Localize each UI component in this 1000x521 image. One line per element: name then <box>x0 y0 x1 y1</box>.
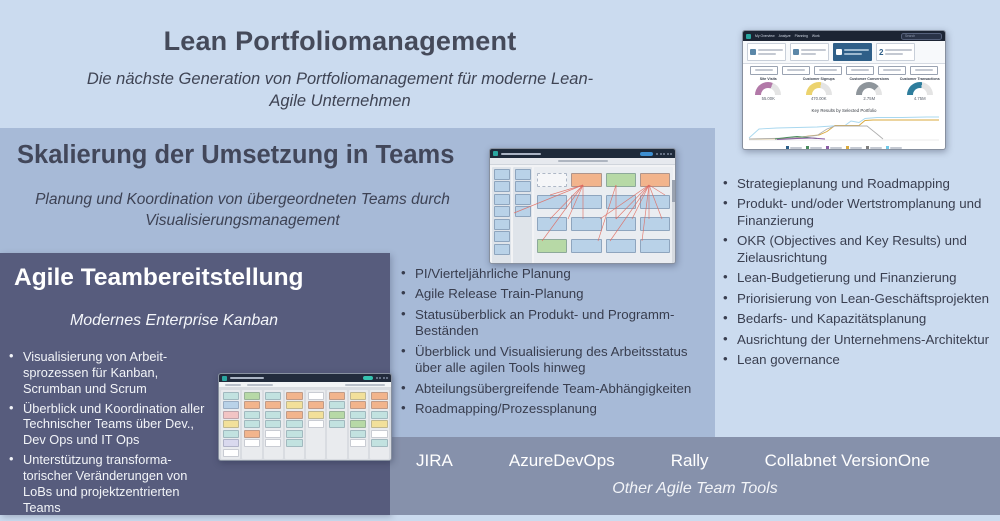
board-title-bar <box>501 153 541 155</box>
gauge-value: 2.75M <box>863 96 876 101</box>
team-kanban-screenshot <box>218 373 392 461</box>
list-item: • Visualisierung von Arbeit-sprozessen für Kanban, Scrumban und Scrum <box>8 349 210 397</box>
dashboard-tab-active <box>833 43 872 61</box>
filter-pill <box>910 66 938 75</box>
gauge-arc <box>806 82 832 95</box>
program-board-body <box>490 165 675 264</box>
team-title: Agile Teambereitstellung <box>14 264 304 291</box>
nav-item: Work <box>811 34 820 38</box>
dashboard-tab <box>790 43 829 61</box>
gauge-row <box>743 76 945 107</box>
kpi-gauge <box>895 76 946 107</box>
legend-swatch <box>786 146 789 149</box>
slide-header <box>70 26 610 113</box>
dashboard-tab <box>876 43 915 61</box>
gauge-value: 470.00K <box>810 96 827 101</box>
page-subtitle: Die nächste Generation von Portfoliomanagement für moderne Lean-Agile Unternehmen <box>86 70 594 110</box>
legend-item <box>846 146 862 149</box>
list-item: • Agile Release Train-Planung <box>400 286 712 302</box>
legend-swatch <box>846 146 849 149</box>
chart-icon <box>750 49 756 55</box>
scaling-title: Skalierung der Umsetzung in Teams <box>17 141 455 169</box>
legend-item <box>866 146 882 149</box>
legend-swatch <box>826 146 829 149</box>
dashboard-navbar <box>743 31 945 41</box>
gauge-label: Customer Conversions <box>849 77 890 81</box>
gauge-value: 4.75M <box>913 96 926 101</box>
filter-pill <box>846 66 874 75</box>
portfolio-dashboard-screenshot <box>742 30 946 150</box>
list-item: • Produkt- und/oder Wertstromplanung und Finanzierung <box>722 196 998 229</box>
filter-pill <box>814 66 842 75</box>
tool-azuredevops: AzureDevOps <box>508 451 615 470</box>
tool-rally: Rally <box>670 451 709 470</box>
page-title: Lean Portfoliomanagement <box>163 26 517 56</box>
gauge-value: 55.00K <box>761 96 775 101</box>
list-item: • Strategieplanung und Roadmapping <box>722 176 998 192</box>
scaling-bullet-list <box>400 266 712 422</box>
tool-collabnet-versionone: Collabnet VersionOne <box>764 451 930 470</box>
program-board-grid <box>534 167 673 264</box>
scaling-subtitle: Planung und Koordination von übergeordneten Teams durch Visualisierungsmanagement <box>35 191 450 229</box>
gauge-label: Site Visits <box>759 77 777 81</box>
line-chart <box>747 114 941 141</box>
tools-caption: Other Agile Team Tools <box>612 480 778 497</box>
legend-item <box>786 146 802 149</box>
board-title-bar <box>230 377 264 379</box>
legend-swatch <box>886 146 889 149</box>
toolbar-icons <box>656 153 672 155</box>
gauge-label: Customer Transactions <box>899 77 940 81</box>
list-item: • Statusüberblick an Produkt- und Programm-Beständen <box>400 307 712 340</box>
portfolio-filter-row <box>743 64 945 76</box>
kpi-gauge <box>844 76 895 107</box>
chart-title: Key Results by Selected Portfolio <box>811 108 877 113</box>
legend-item <box>806 146 822 149</box>
nav-item: Planning <box>794 34 808 38</box>
primary-action-pill <box>640 152 653 156</box>
key-results-chart <box>743 108 945 144</box>
list-item: • Überblick und Visualisierung des Arbeitsstatus über alle agilen Tools hinweg <box>400 344 712 377</box>
dashboard-tab <box>747 43 786 61</box>
gauge-label: Customer Signups <box>802 77 835 81</box>
program-board-navbar <box>490 149 675 158</box>
kanban-columns <box>219 388 391 461</box>
team-subtitle: Modernes Enterprise Kanban <box>69 312 279 329</box>
list-item: • OKR (Objectives and Key Results) und Zielausrichtung <box>722 233 998 266</box>
program-board-screenshot <box>489 148 676 264</box>
tab-count-badge: 2 <box>879 47 884 57</box>
list-item: • Unterstützung transforma-torischer Veränderungen von LoBs und projektzentrierten Teams <box>8 452 210 515</box>
primary-action-pill <box>363 376 373 380</box>
chart-icon <box>836 49 842 55</box>
legend-item <box>826 146 842 149</box>
list-item: • Ausrichtung der Unternehmens-Architektur <box>722 332 998 348</box>
gauge-arc <box>907 82 933 95</box>
kanban-navbar <box>219 374 391 382</box>
board-header-strip <box>490 158 675 165</box>
app-logo-icon <box>493 151 498 156</box>
kpi-gauge <box>794 76 845 107</box>
chart-legend <box>743 144 945 150</box>
team-bullet-list <box>8 349 210 520</box>
tools-row <box>390 437 1000 471</box>
list-item: • Priorisierung von Lean-Geschäftsprojekten <box>722 291 998 307</box>
dashboard-tab-row <box>743 41 945 64</box>
list-item: • PI/Vierteljährliche Planung <box>400 266 712 282</box>
legend-item <box>886 146 902 149</box>
toolbar-icons <box>376 377 389 379</box>
nav-item: Analyze <box>778 34 791 38</box>
app-logo-icon <box>222 376 227 381</box>
gauge-arc <box>755 82 781 95</box>
list-item: • Lean-Budgetierung und Finanzierung <box>722 270 998 286</box>
portfolio-bullet-list <box>722 176 998 373</box>
list-item: • Lean governance <box>722 352 998 368</box>
scrollbar <box>672 180 675 264</box>
tools-bar-content <box>390 437 1000 498</box>
filter-pill <box>750 66 778 75</box>
list-item: • Abteilungsübergreifende Team-Abhängigkeiten <box>400 381 712 397</box>
gauge-arc <box>856 82 882 95</box>
dashboard-nav-items <box>755 34 820 38</box>
legend-swatch <box>806 146 809 149</box>
tool-jira: JIRA <box>416 451 453 470</box>
list-item: • Überblick und Koordination aller Technischer Teams über Dev., Dev Ops und IT Ops <box>8 401 210 449</box>
nav-item: My Overview <box>755 34 775 38</box>
chart-icon <box>793 49 799 55</box>
filter-pill <box>782 66 810 75</box>
list-item: • Roadmapping/Prozessplanung <box>400 401 712 417</box>
kpi-gauge <box>743 76 794 107</box>
list-item: • Bedarfs- und Kapazitätsplanung <box>722 311 998 327</box>
board-sidebar <box>492 167 532 264</box>
app-logo-icon <box>746 34 751 39</box>
search-input: Search <box>901 33 942 40</box>
legend-swatch <box>866 146 869 149</box>
filter-pill <box>878 66 906 75</box>
